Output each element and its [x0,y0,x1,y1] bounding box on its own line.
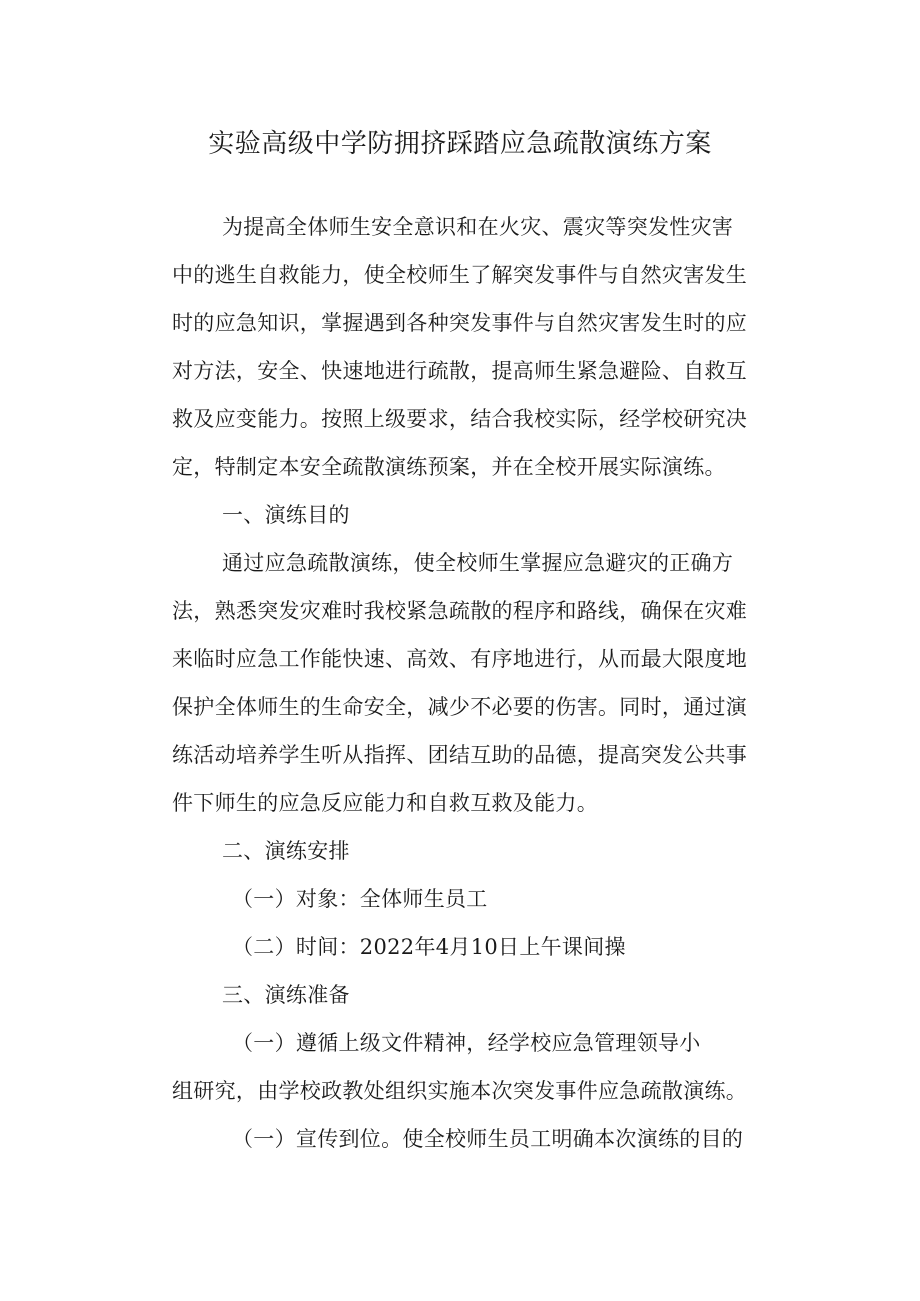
paragraph-line: 中的逃生自救能力，使全校师生了解突发事件与自然灾害发生 [172,263,748,287]
document-title: 实验高级中学防拥挤踩踏应急疏散演练方案 [208,129,712,159]
paragraph-line: 保护全体师生的生命安全，减少不必要的伤害。同时，通过演 [172,695,748,719]
paragraph-line: 时的应急知识，掌握遇到各种突发事件与自然灾害发生时的应 [172,311,748,335]
list-item: （一）对象：全体师生员工 [232,887,488,911]
paragraph-line: 通过应急疏散演练，使全校师生掌握应急避灾的正确方 [222,551,734,575]
paragraph-line: 救及应变能力。按照上级要求，结合我校实际，经学校研究决 [172,407,748,431]
list-item: （一）宣传到位。使全校师生员工明确本次演练的目的 [232,1127,744,1151]
list-item: （二）时间：2022年4月10日上午课间操 [232,935,626,959]
paragraph-line: 件下师生的应急反应能力和自救互救及能力。 [172,791,598,815]
paragraph-line: 来临时应急工作能快速、高效、有序地进行，从而最大限度地 [172,647,748,671]
paragraph-line: 法，熟悉突发灾难时我校紧急疏散的程序和路线，确保在灾难 [172,599,748,623]
section-heading: 二、演练安排 [222,839,350,863]
paragraph-line: 定，特制定本安全疏散演练预案，并在全校开展实际演练。 [172,455,726,479]
paragraph-line: 练活动培养学生听从指挥、团结互助的品德，提高突发公共事 [172,743,748,767]
section-heading: 一、演练目的 [222,503,350,527]
list-item: （一）遵循上级文件精神，经学校应急管理领导小 [232,1031,701,1055]
section-heading: 三、演练准备 [222,983,350,1007]
paragraph-line: 为提高全体师生安全意识和在火灾、震灾等突发性灾害 [222,215,734,239]
paragraph-line: 组研究，由学校政教处组织实施本次突发事件应急疏散演练。 [172,1079,748,1103]
paragraph-line: 对方法，安全、快速地进行疏散，提高师生紧急避险、自救互 [172,359,748,383]
